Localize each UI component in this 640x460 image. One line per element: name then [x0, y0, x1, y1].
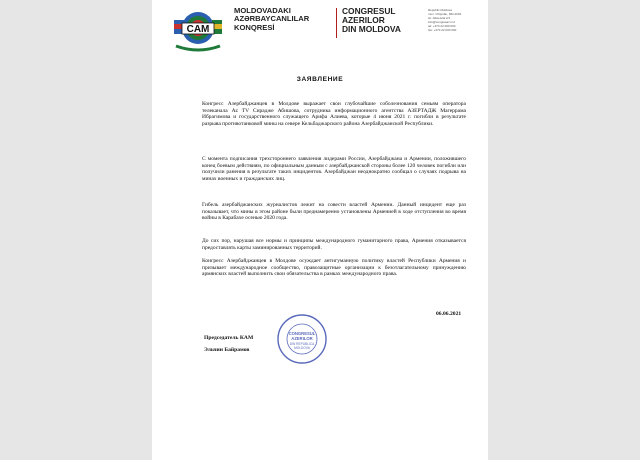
svg-text:AZERILOR: AZERILOR — [291, 336, 313, 341]
cam-logo — [168, 8, 228, 52]
contact-line: info@congresaz.md — [428, 20, 455, 24]
signature-name: Эльчин Байрамов — [204, 347, 250, 353]
contact-line: str. Alba-Iulia 2/1 — [428, 16, 451, 20]
contact-block — [428, 8, 484, 32]
org-left-line: KONQRESİ — [234, 22, 275, 32]
org-left-line: MOLDOVADAKI — [234, 6, 291, 15]
svg-text:DIN REPUBLICA: DIN REPUBLICA — [289, 342, 315, 346]
letter-page — [152, 0, 488, 460]
header-divider — [336, 8, 337, 38]
org-name-romanian — [342, 7, 418, 35]
org-left-line: AZƏRBAYCANLILAR — [234, 14, 310, 24]
document-title: ЗАЯВЛЕНИЕ — [296, 76, 344, 83]
document-date: 06.06.2021 — [436, 311, 462, 317]
svg-text:CONGRESUL: CONGRESUL — [288, 331, 316, 336]
contact-line: Republic Moldova — [428, 8, 452, 12]
contact-line: tel: +373 22 000 000 — [428, 24, 456, 28]
svg-text:MOLDOVA: MOLDOVA — [294, 346, 310, 350]
org-right-line: CONGRESUL — [342, 6, 396, 16]
org-name-azerbaijani — [234, 7, 338, 32]
logo-text: CAM — [186, 24, 210, 35]
official-stamp — [276, 313, 328, 365]
paragraph-maps: До сих пор, нарушая все нормы и принципы международного гуманитарного права, Армения отказывается предоставлять карты заминированных территорий. — [202, 238, 466, 251]
paragraph-statistics: С момента подписания трехстороннего заявления лидерами России, Азербайджана и Армении, положившего конец боевым действиям, по официальным данным с азербайджанской стороны более 120 человек погибли или получили ранения в результате таких инцидентов. Азербайджан неоднократно сообщал о случаях подрыва на минах военных и гражданских лиц. — [202, 156, 466, 182]
contact-line: fax: +373 22 000 000 — [428, 28, 457, 32]
contact-line: mun. Chişinău, MD-2004 — [428, 12, 462, 16]
paragraph-condolences: Конгресс Азербайджанцев в Молдове выражает свои глубочайшие соболезнования семьям оператора телеканала Az TV Сирадже Абишова, сотрудника информационного агентства АЗЕРТАДЖ Магеррама Ибрагимова и государственного служащего Арифа Алиева, которые 4 июня 2021 г. погибли в результате разрыва противотанковой мины на севере Кельбаджарского района Азербайджанской Республики. — [202, 101, 466, 127]
paragraph-appeal: Конгресс Азербайджанцев в Молдове осуждает антигуманную политику властей Республики Армения и призывает международное сообщество, правозащитные организации к безотлагательному принуждению армянских властей выполнить свои обязательства в рамках международного права. — [202, 258, 466, 278]
org-right-line: AZERILOR — [342, 15, 385, 26]
org-right-line: DIN MOLDOVA — [342, 24, 401, 35]
signature-title: Председатель КАМ — [204, 335, 254, 341]
paragraph-responsibility: Гибель азербайджанских журналистов лежит на совести властей Армении. Данный инцидент еще раз показывает, что мины в этом районе были преднамеренно установлены Арменией в ходе отступления во время войны в Карабахе осенью 2020 года. — [202, 202, 466, 222]
